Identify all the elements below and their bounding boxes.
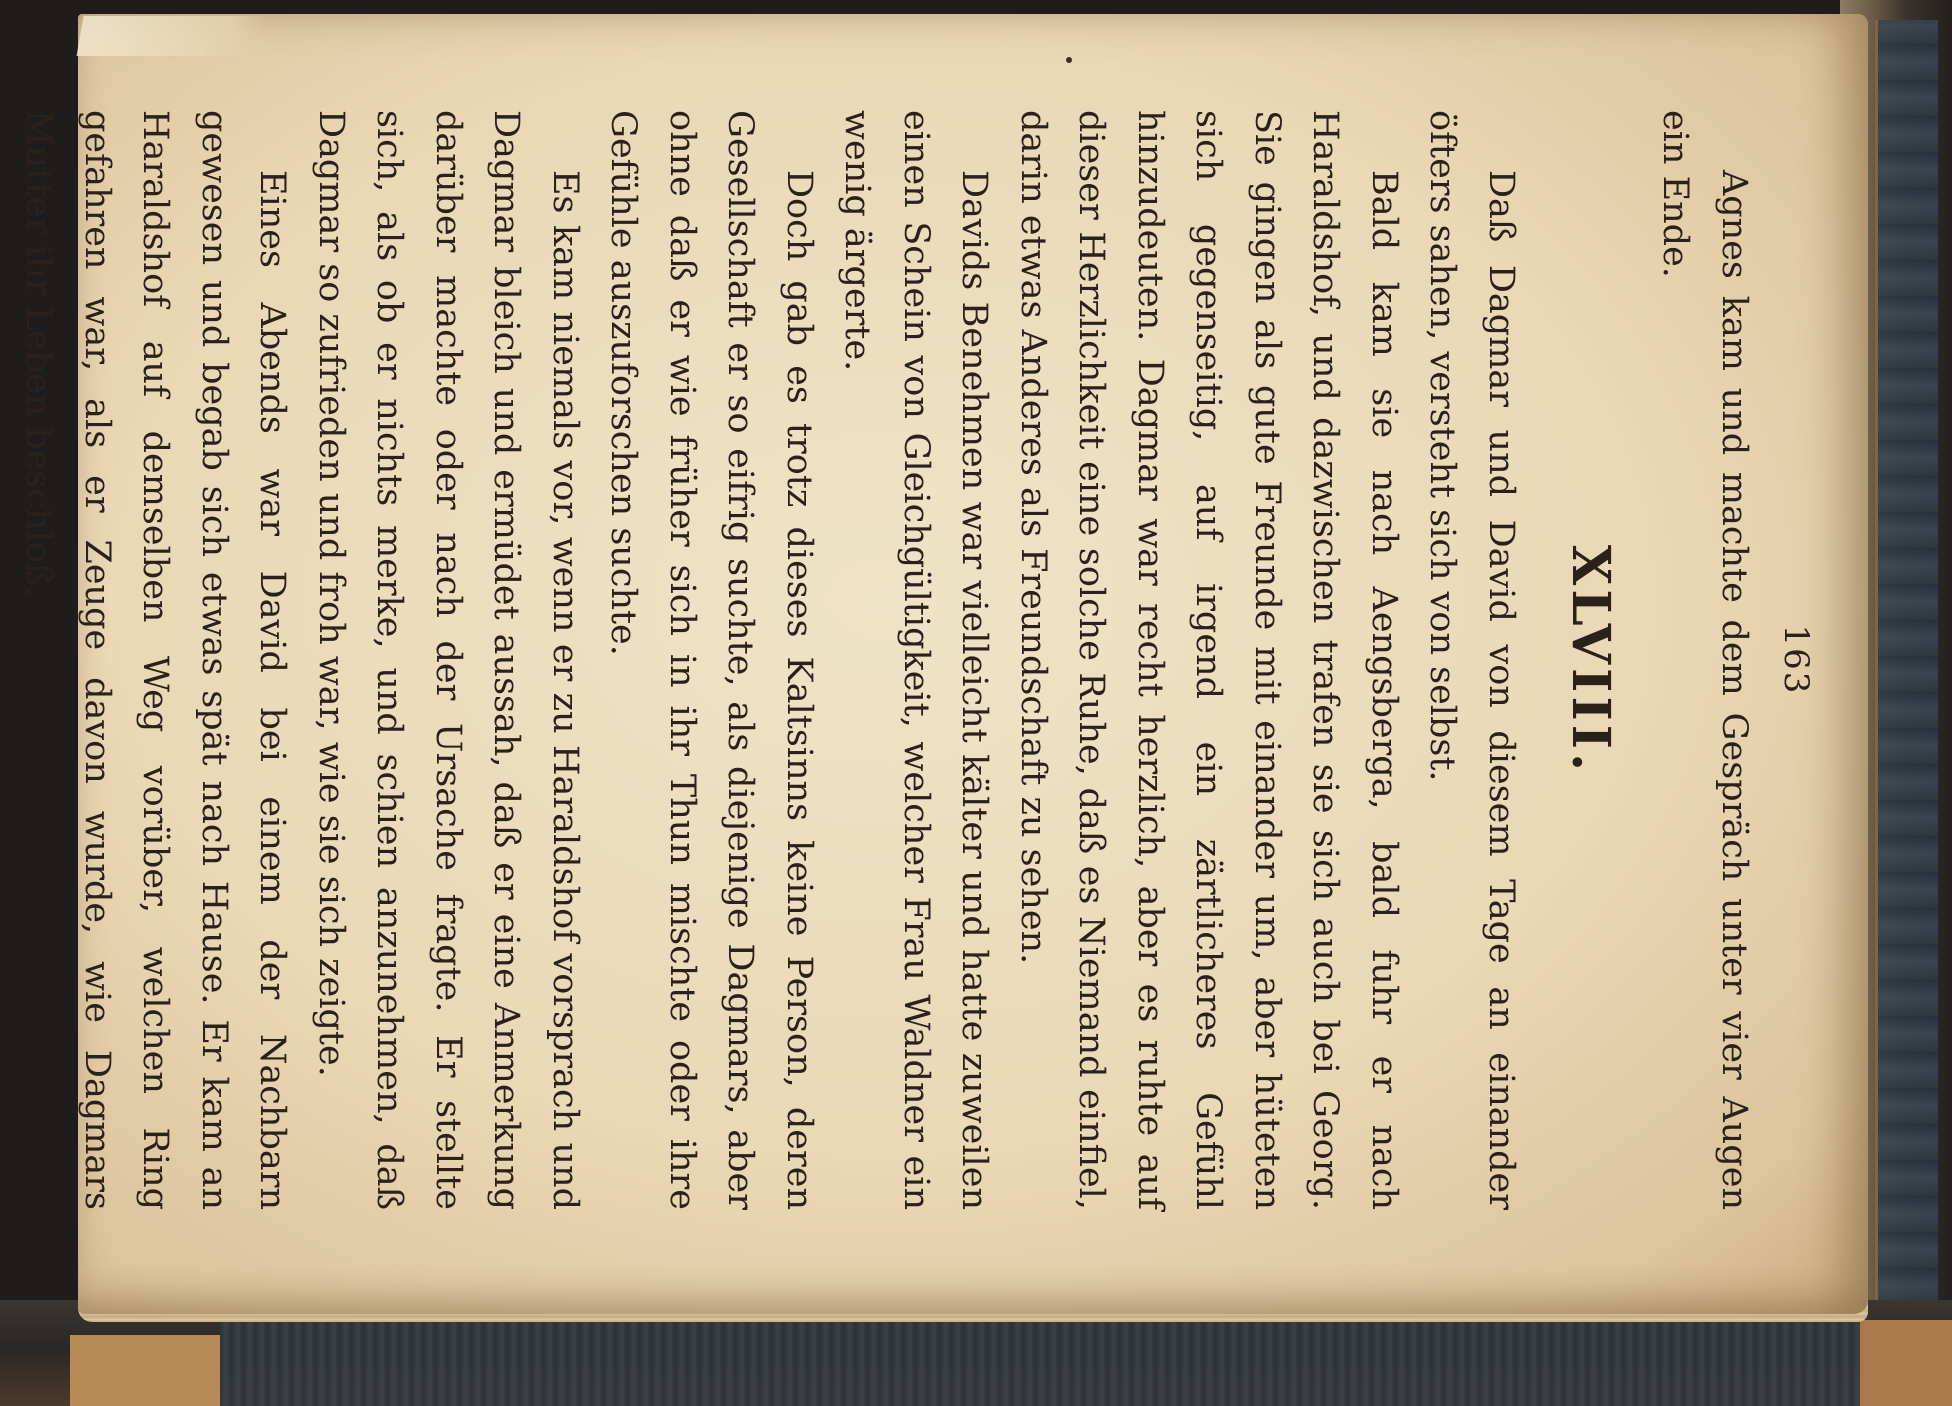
- page-text: [0, 95, 1835, 1225]
- paragraph: Davids Benehmen war vielleicht kälter und hatte zuweilen einen Schein von Gleichgültigkeit, welcher Frau Waldner ein wenig ärgerte.: [837, 110, 995, 1210]
- paragraph: Doch gab es trotz dieses Kaltsinns keine Person, deren Gesellschaft er so eifrig suchte, als diejenige Dagmars, aber ohne daß er wie früher sich in ihr Thun mischte oder ihre Gefühle auszuforschen suchte.: [603, 110, 819, 1210]
- cover-corner-left: [70, 1335, 220, 1406]
- paragraph: [0, 110, 9, 1210]
- ink-speck: [1066, 57, 1072, 63]
- page-number: 163: [1776, 624, 1816, 696]
- page-fold: [76, 16, 263, 56]
- paragraph: Bald kam sie nach Aengsberga, bald fuhr er nach Haraldshof, und dazwischen trafen sie sich auch bei Georg. Sie gingen als gute Freunde mit einander um, aber hüteten sich gegenseitig, auf irgend ein zärtlicheres Gefühl hinzudeuten. Dagmar war recht herzlich, aber es ruhte auf dieser Herzlichkeit eine solche Ruhe, daß es Niemand einfiel, darin etwas Anderes als Freundschaft zu sehen.: [1013, 110, 1404, 1210]
- cover-leather: [220, 1320, 1870, 1406]
- spine-cloth: [1875, 20, 1938, 1340]
- rotated-text-area: [18, 95, 1835, 1225]
- chapter-heading: XLVIII.: [1560, 544, 1621, 776]
- paragraph: Eines Abends war David bei einem der Nachbarn gewesen und begab sich etwas spät nach Hause. Er kam an Haraldshof auf demselben Weg vorüber, welchen Ring gefahren war, als er Zeuge davon wurde, wie Dagmars Mutter ihr Leben beschloß.: [18, 110, 293, 1210]
- paragraph: Daß Dagmar und David von diesem Tage an einander öfters sahen, versteht sich von selbst.: [1422, 110, 1521, 1210]
- paragraph: Es kam niemals vor, wenn er zu Haraldshof vorsprach und Dagmar bleich und ermüdet aussah, daß er eine Anmerkung darüber machte oder nach der Ursache fragte. Er stellte sich, als ob er nichts merke, und schien anzunehmen, daß Dagmar so zufrieden und froh war, wie sie sich zeigte.: [311, 110, 585, 1210]
- paragraph-preceding: Agnes kam und machte dem Gespräch unter vier Augen ein Ende.: [1655, 110, 1754, 1210]
- cover-corner-right: [1860, 1320, 1952, 1406]
